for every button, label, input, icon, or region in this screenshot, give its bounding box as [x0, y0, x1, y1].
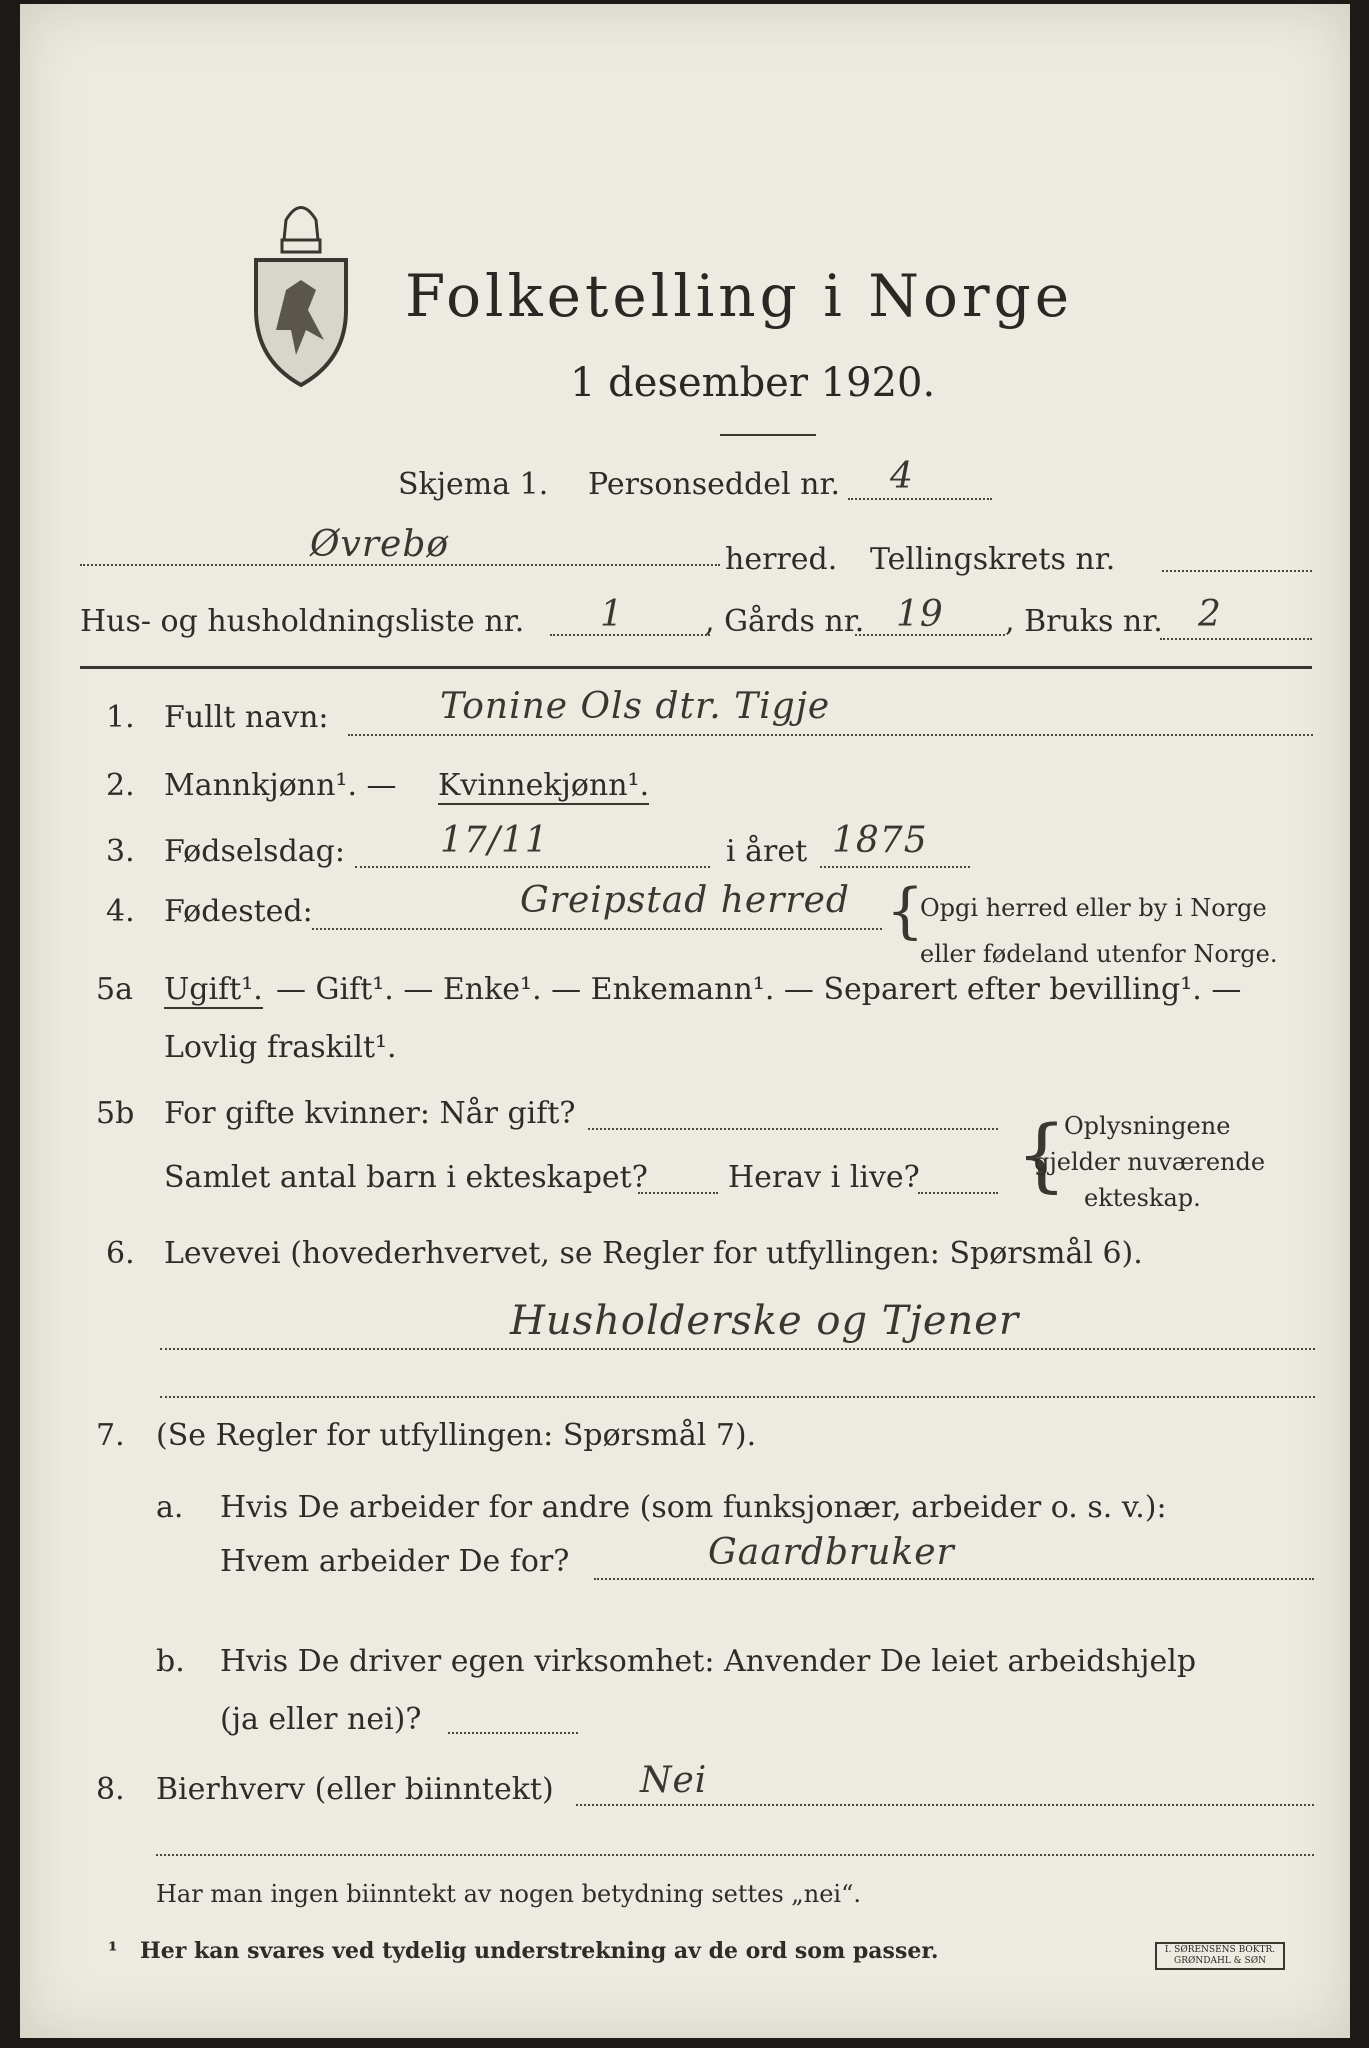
census-form [20, 4, 1350, 2038]
herred-label: herred. [725, 542, 838, 577]
q5a-line2[interactable]: Lovlig fraskilt¹. [164, 1030, 397, 1065]
q1-line [348, 734, 1313, 736]
printer-stamp: I. SØRENSENS BOKTR. GRØNDAHL & SØN [1155, 1942, 1285, 1970]
q2-mann[interactable]: Mannkjønn¹. — [164, 768, 397, 803]
q4-brace: { [886, 876, 925, 946]
skjema-label: Skjema 1. [398, 467, 549, 502]
q3-line [355, 866, 710, 868]
gards-value[interactable]: 19 [896, 594, 944, 635]
q4-value[interactable]: Greipstad herred [520, 880, 850, 921]
husliste-line [550, 634, 710, 636]
q5b-note-3: ekteskap. [1084, 1184, 1201, 1212]
tellingskrets-label: Tellingskrets nr. [870, 542, 1116, 577]
q7a-value[interactable]: Gaardbruker [708, 1532, 955, 1573]
q3-number: 3. [106, 834, 135, 869]
q6-line-2 [160, 1396, 1315, 1398]
q7-label: (Se Regler for utfyllingen: Spørsmål 7). [156, 1418, 757, 1453]
q1-value[interactable]: Tonine Ols dtr. Tigje [440, 686, 831, 727]
q5b-note-2: gjelder nuværende [1034, 1148, 1266, 1176]
husliste-value[interactable]: 1 [600, 594, 624, 635]
q6-value[interactable]: Husholderske og Tjener [510, 1298, 1020, 1344]
q5b-alive-label: Herav i live? [728, 1160, 920, 1195]
q4-note-1: Opgi herred eller by i Norge [920, 894, 1267, 922]
q4-number: 4. [106, 894, 135, 929]
q7b-label: Hvis De driver egen virksomhet: Anvender De leiet arbeidshjelp [220, 1644, 1197, 1679]
q5b-label: For gifte kvinner: Når gift? [164, 1096, 576, 1131]
q8-label: Bierhverv (eller biinntekt) [156, 1772, 554, 1807]
personseddel-label: Personseddel nr. [588, 467, 841, 502]
husliste-label: Hus- og husholdningsliste nr. [80, 604, 525, 639]
q5b-married-line [588, 1128, 998, 1130]
q8-number: 8. [96, 1772, 125, 1807]
personseddel-value[interactable]: 4 [890, 456, 914, 497]
gards-line [855, 634, 1005, 636]
tellingskrets-line [1162, 570, 1312, 572]
q5b-children-label: Samlet antal barn i ekteskapet? [164, 1160, 648, 1195]
q5b-alive-line [918, 1192, 998, 1194]
q8-value[interactable]: Nei [640, 1760, 708, 1801]
footnote-mark: ¹ [108, 1938, 118, 1964]
q2-number: 2. [106, 768, 135, 803]
q1-label: Fullt navn: [164, 700, 329, 735]
bruks-line [1160, 638, 1312, 640]
q3-label: Fødselsdag: [164, 834, 345, 869]
q5a-ugift-underlined[interactable]: Ugift¹. [164, 972, 263, 1007]
q4-note-2: eller fødeland utenfor Norge. [920, 940, 1278, 968]
header-divider [80, 666, 1312, 669]
q7-number: 7. [96, 1418, 125, 1453]
q3-year-line [820, 866, 970, 868]
q2-kvinne-underlined[interactable]: Kvinnekjønn¹. [438, 768, 650, 803]
bruks-label: , Bruks nr. [1005, 604, 1163, 639]
q5a-number: 5a [96, 972, 133, 1007]
bruks-value[interactable]: 2 [1198, 594, 1222, 635]
q3-value[interactable]: 17/11 [440, 820, 549, 861]
q5a-options[interactable]: — Gift¹. — Enke¹. — Enkemann¹. — Separert efter bevilling¹. — [276, 972, 1242, 1007]
q7b-label2: (ja eller nei)? [220, 1702, 422, 1737]
q7a-label2: Hvem arbeider De for? [220, 1544, 570, 1579]
q1-number: 1. [106, 700, 135, 735]
q3-year-label: i året [726, 834, 808, 869]
herred-line [80, 564, 720, 566]
personseddel-line [848, 498, 992, 500]
q8-line [576, 1804, 1314, 1806]
q4-label: Fødested: [164, 894, 313, 929]
q7a-line [594, 1578, 1314, 1580]
q3-year-value[interactable]: 1875 [832, 820, 928, 861]
herred-value[interactable]: Øvrebø [310, 524, 450, 565]
biinntekt-note: Har man ingen biinntekt av nogen betydning settes „nei“. [156, 1880, 861, 1908]
gards-label: , Gårds nr. [705, 604, 865, 639]
q7b-line [448, 1732, 578, 1734]
q5b-number: 5b [96, 1096, 135, 1131]
q7a-number: a. [156, 1490, 184, 1525]
q6-label: Levevei (hovederhvervet, se Regler for utfyllingen: Spørsmål 6). [164, 1236, 1143, 1271]
title-divider [720, 434, 816, 436]
q5b-note-1: Oplysningene [1064, 1112, 1231, 1140]
q6-number: 6. [106, 1236, 135, 1271]
q4-line [312, 928, 882, 930]
q6-line-1 [160, 1348, 1315, 1350]
q7a-label: Hvis De arbeider for andre (som funksjonær, arbeider o. s. v.): [220, 1490, 1167, 1525]
q5b-children-line [638, 1192, 718, 1194]
coat-of-arms-icon [246, 190, 356, 390]
form-title: Folketelling i Norge [405, 262, 1074, 330]
q7b-number: b. [156, 1644, 185, 1679]
form-date: 1 desember 1920. [570, 360, 936, 406]
footnote: Her kan svares ved tydelig understrekning av de ord som passer. [140, 1938, 939, 1964]
q8-line-2 [156, 1854, 1314, 1856]
q5b-brace: { [1016, 1108, 1067, 1201]
